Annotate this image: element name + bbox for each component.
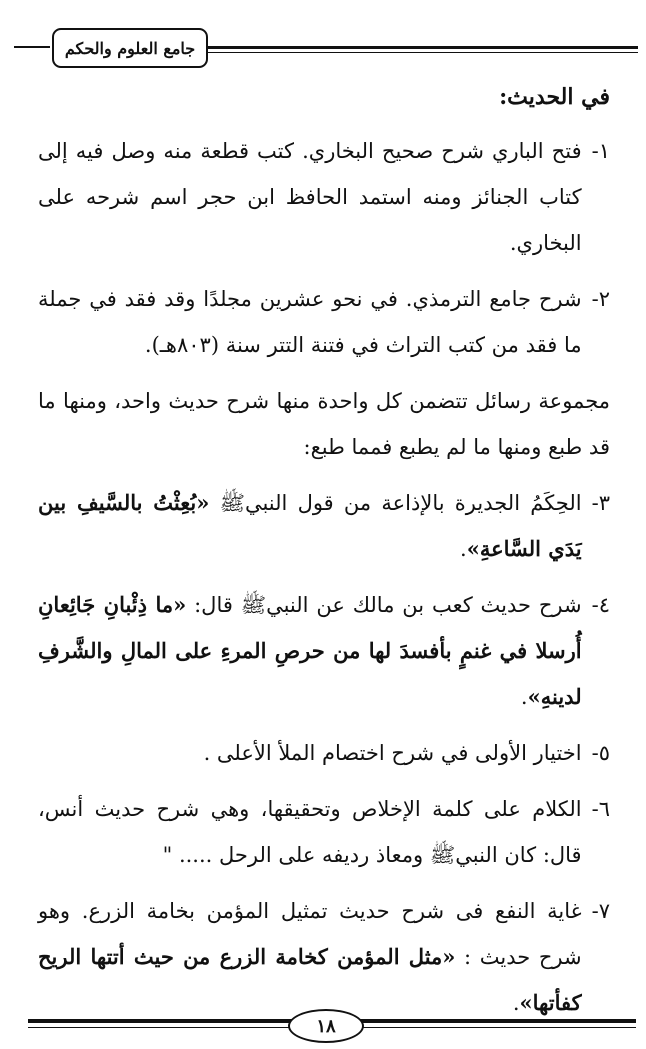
list-item bbox=[38, 786, 610, 878]
page-header bbox=[0, 28, 646, 72]
item-text-end: . bbox=[512, 991, 520, 1015]
list-item bbox=[38, 730, 610, 776]
item-text bbox=[38, 582, 582, 720]
list-item bbox=[38, 276, 610, 368]
list-item bbox=[38, 480, 610, 572]
page-body bbox=[38, 70, 610, 1036]
item-text: فتح الباري شرح صحيح البخاري. كتب قطعة منه وصل فيه إلى كتاب الجنائز ومنه استمد الحافظ ابن حجر اسم شرحه على البخاري. bbox=[38, 139, 582, 255]
item-text bbox=[38, 480, 582, 572]
item-text: شرح جامع الترمذي. في نحو عشرين مجلدًا وقد فقد في جملة ما فقد من كتب التراث في فتنة التتر سنة (٨٠٣هـ). bbox=[38, 287, 582, 357]
item-text-plain: غاية النفع فى شرح حديث تمثيل المؤمن بخامة الزرع. وهو شرح حديث : bbox=[38, 899, 582, 969]
page-footer bbox=[0, 1005, 646, 1045]
running-title: جامع العلوم والحكم bbox=[52, 28, 208, 68]
item-text-plain: شرح حديث كعب بن مالك عن النبيﷺ قال: bbox=[186, 593, 582, 617]
header-rule-thick bbox=[205, 46, 638, 49]
header-rule-thin bbox=[205, 52, 638, 53]
item-number: ٤- bbox=[591, 593, 610, 617]
item-text-plain: الحِكَمُ الجديرة بالإذاعة من قول النبيﷺ bbox=[209, 491, 582, 515]
list-item bbox=[38, 128, 610, 266]
item-number: ٥- bbox=[591, 741, 610, 765]
item-text: الكلام على كلمة الإخلاص وتحقيقها، وهي شرح حديث أنس، قال: كان النبيﷺ ومعاذ رديفه على الرحل ..... " bbox=[38, 797, 582, 867]
page-number: ١٨ bbox=[288, 1009, 364, 1043]
item-text-end: . bbox=[460, 537, 467, 561]
item-number: ١- bbox=[591, 139, 610, 163]
hadith-quote: «ما ذِئْبانِ جَائِعانِ أُرسلا في غنمٍ بأفسدَ لها من حرصِ المرءِ على المالِ والشَّرفِ لدينهِ» bbox=[38, 592, 582, 709]
item-text-end: . bbox=[520, 685, 528, 709]
note-paragraph: مجموعة رسائل تتضمن كل واحدة منها شرح حديث واحد، ومنها ما قد طبع ومنها ما لم يطبع فمما طبع: bbox=[38, 389, 610, 459]
hadith-quote: «مثل المؤمن كخامة الزرع من حيث أتتها الريح كفأتها» bbox=[38, 944, 582, 1015]
section-heading: في الحديث: bbox=[499, 84, 610, 110]
item-number: ٣- bbox=[591, 491, 610, 515]
item-number: ٧- bbox=[591, 899, 610, 923]
item-number: ٦- bbox=[591, 797, 610, 821]
header-rule-left bbox=[14, 46, 50, 48]
hadith-quote: «بُعِثْتُ بالسَّيفِ بين يَدَي السَّاعةِ» bbox=[38, 490, 582, 561]
item-text: اختيار الأولى في شرح اختصام الملأ الأعلى . bbox=[203, 741, 582, 765]
list-item bbox=[38, 582, 610, 720]
item-number: ٢- bbox=[591, 287, 610, 311]
